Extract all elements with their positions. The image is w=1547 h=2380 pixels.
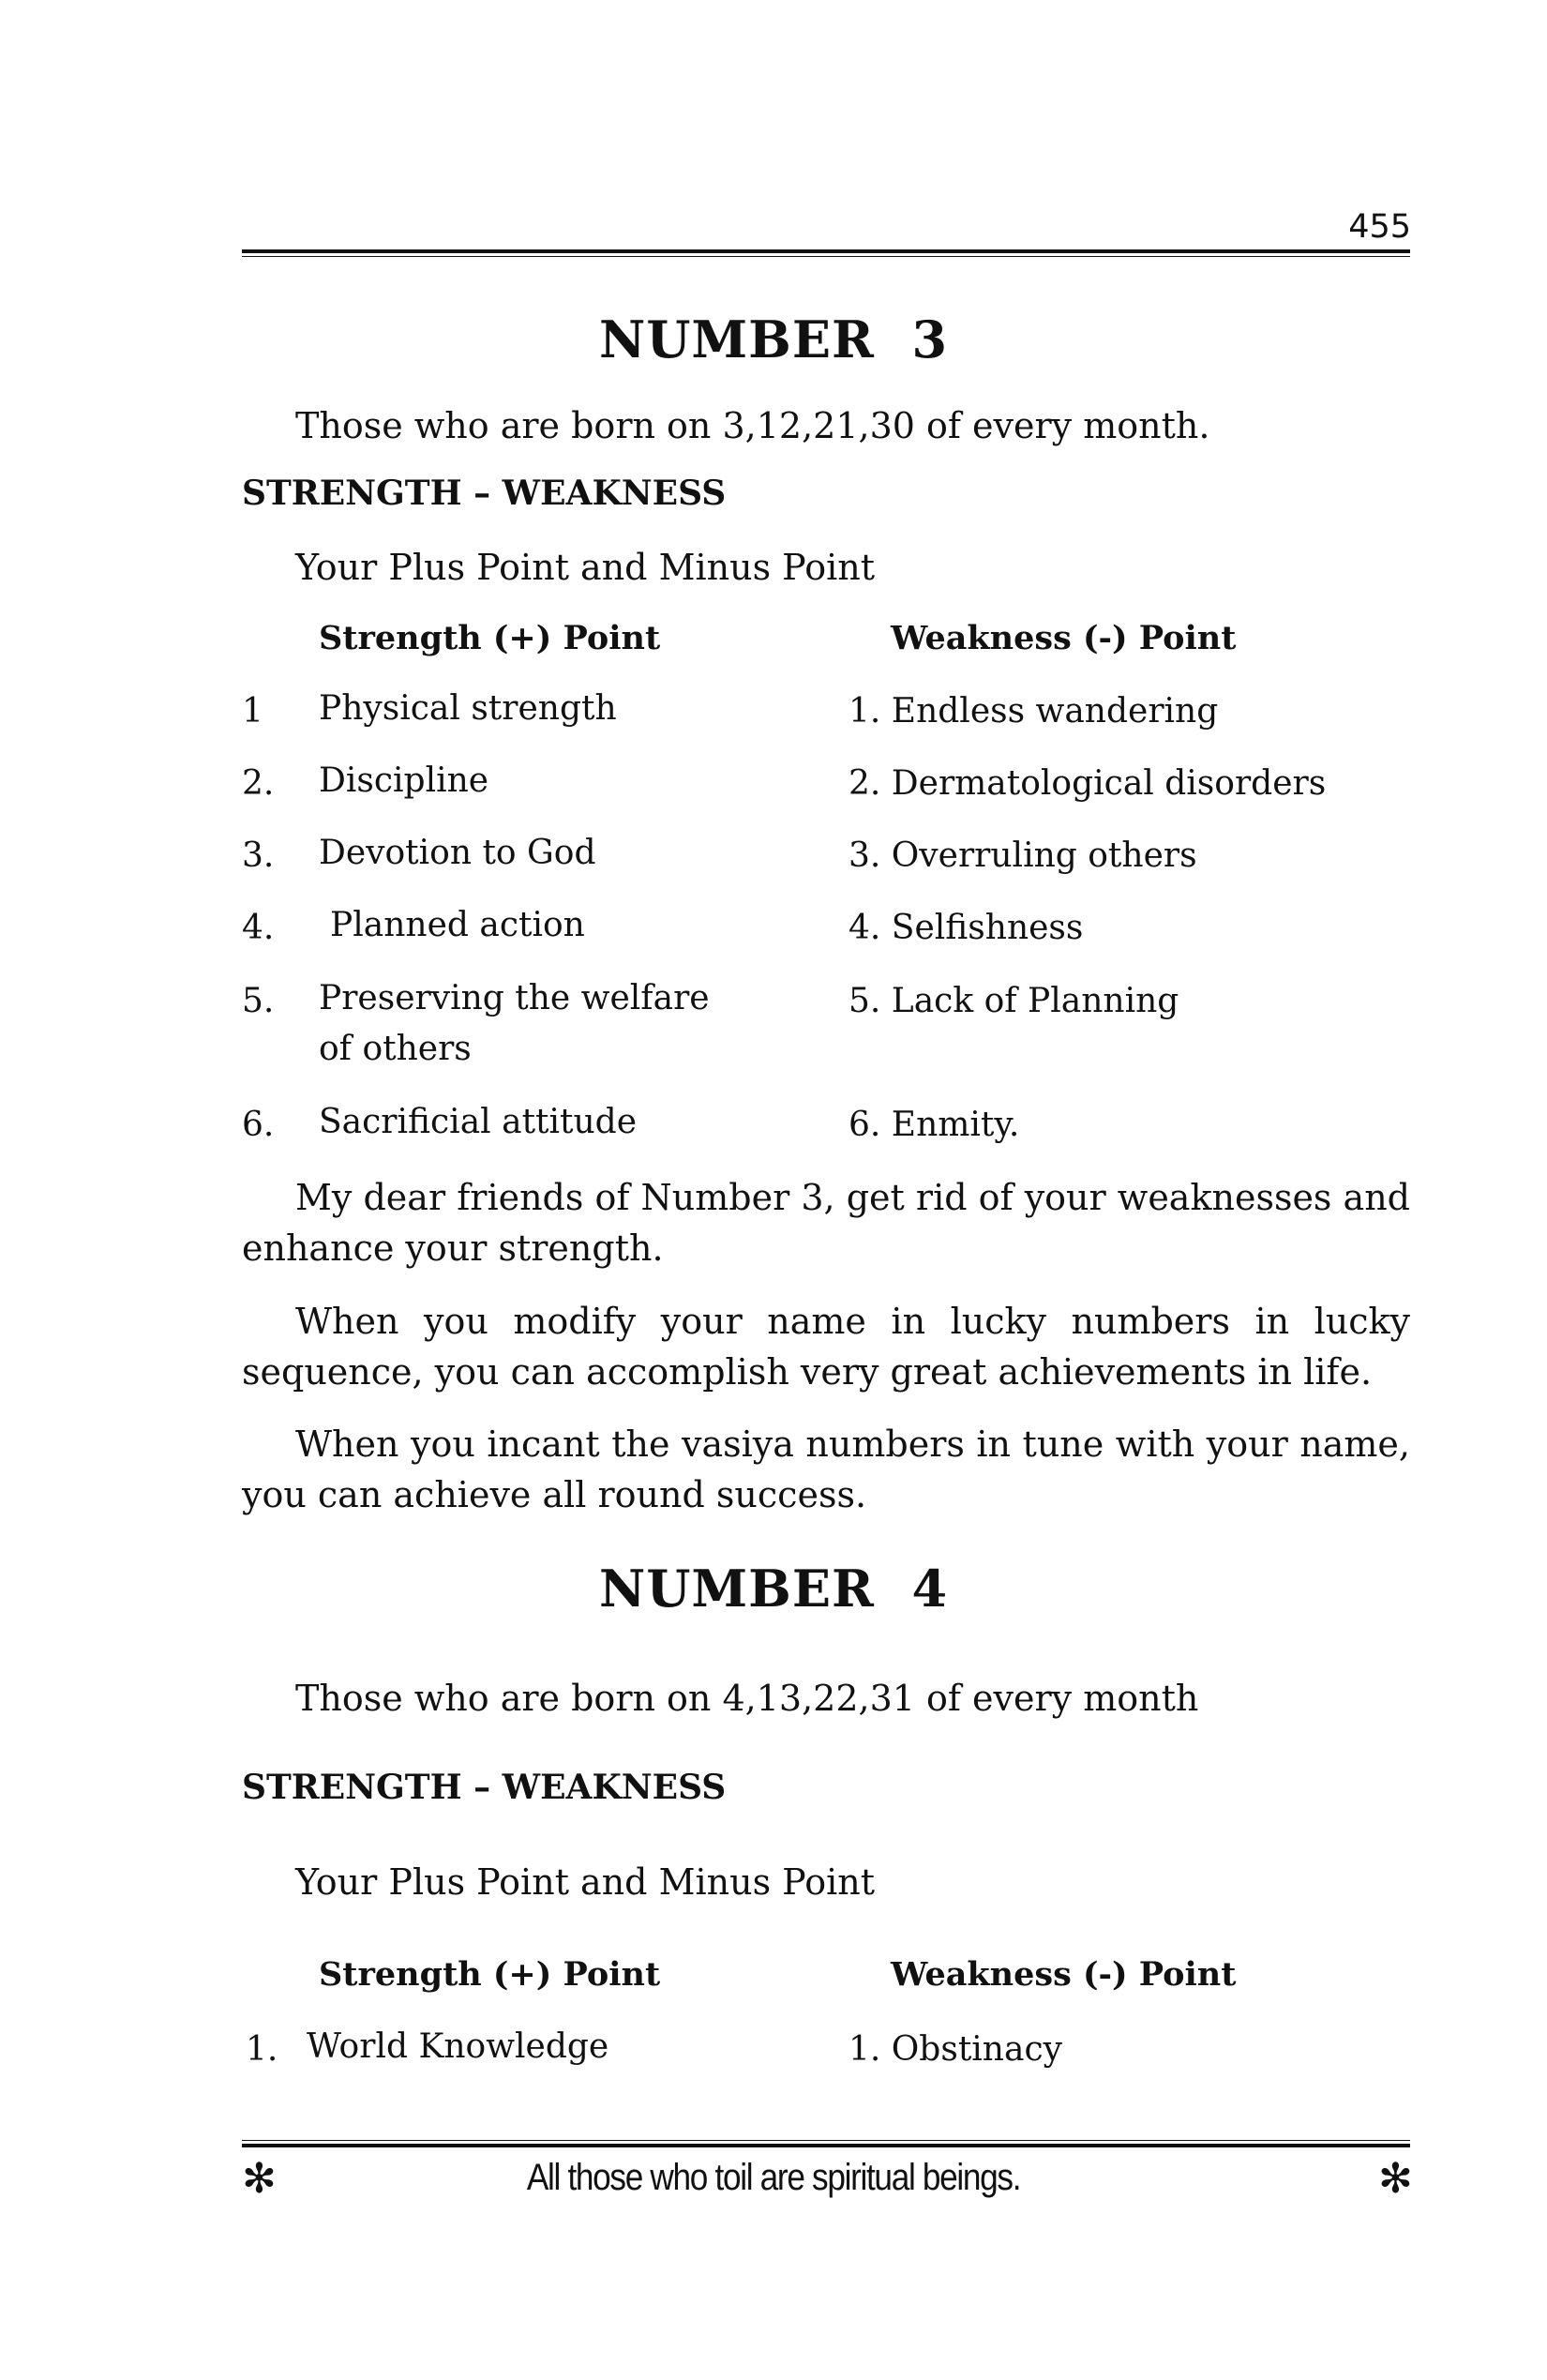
section4-title: NUMBER 4 <box>598 1559 949 1619</box>
section3-row-strength: Sacrificial attitude <box>319 1103 638 1141</box>
section3-row-strength-cont: of others <box>319 1030 472 1068</box>
section3-row-strength: Discipline <box>319 761 489 800</box>
section3-strength-header: Strength (+) Point <box>319 619 661 657</box>
section3-row-num: 6. <box>242 1106 275 1144</box>
bottom-rule <box>242 2140 1410 2147</box>
section3-paragraph: When you modify your name in lucky numbers in lucky sequence, you can accomplish very great achievements in life. <box>242 1301 1410 1393</box>
footer-ornament-left-icon: ✻ <box>242 2155 277 2203</box>
section3-row-weakness: 4. Selfishness <box>849 909 1084 947</box>
section3-weakness-header: Weakness (-) Point <box>891 619 1237 657</box>
section3-row-weakness: 3. Overruling others <box>849 836 1197 875</box>
section4-subtitle: Your Plus Point and Minus Point <box>295 1861 875 1903</box>
section4-weakness-header: Weakness (-) Point <box>891 1955 1237 1994</box>
section3-title: NUMBER 3 <box>598 309 949 369</box>
section3-label: STRENGTH – WEAKNESS <box>242 474 727 513</box>
section3-subtitle: Your Plus Point and Minus Point <box>295 547 875 588</box>
section3-row-num: 4. <box>242 909 275 947</box>
footer-text: All those who toil are spiritual beings. <box>526 2157 1021 2198</box>
section3-intro: Those who are born on 3,12,21,30 of every month. <box>295 405 1210 446</box>
section4-label: STRENGTH – WEAKNESS <box>242 1768 727 1807</box>
section3-row-weakness: 1. Endless wandering <box>849 692 1219 731</box>
section3-row-weakness: 2. Dermatological disorders <box>849 764 1327 803</box>
section3-row-num: 3. <box>242 836 275 875</box>
footer-ornament-right-icon: ✻ <box>1378 2155 1413 2203</box>
section3-row-strength: Physical strength <box>319 689 617 728</box>
section3-row-num: 2. <box>242 764 275 803</box>
section4-intro: Those who are born on 4,13,22,31 of every month <box>295 1678 1199 1719</box>
section3-row-strength: Planned action <box>330 906 585 944</box>
section3-row-strength: Devotion to God <box>319 834 596 872</box>
section3-row-num: 5. <box>242 982 275 1020</box>
section3-paragraph: When you incant the vasiya numbers in tune with your name, you can achieve all round success. <box>242 1423 1410 1515</box>
section3-paragraph: My dear friends of Number 3, get rid of your weaknesses and enhance your strength. <box>242 1177 1410 1269</box>
section4-strength-header: Strength (+) Point <box>319 1955 661 1994</box>
section3-row-strength: Preserving the welfare <box>319 979 710 1017</box>
page-number: 455 <box>1348 208 1411 246</box>
section4-row-num: 1. <box>246 2030 278 2069</box>
section3-row-weakness: 5. Lack of Planning <box>849 982 1179 1020</box>
section4-row-weakness: 1. Obstinacy <box>849 2030 1062 2069</box>
section4-row-strength: World Knowledge <box>307 2027 609 2066</box>
section3-row-weakness: 6. Enmity. <box>849 1106 1020 1144</box>
section3-row-num: 1 <box>242 692 263 731</box>
top-rule <box>242 249 1410 257</box>
